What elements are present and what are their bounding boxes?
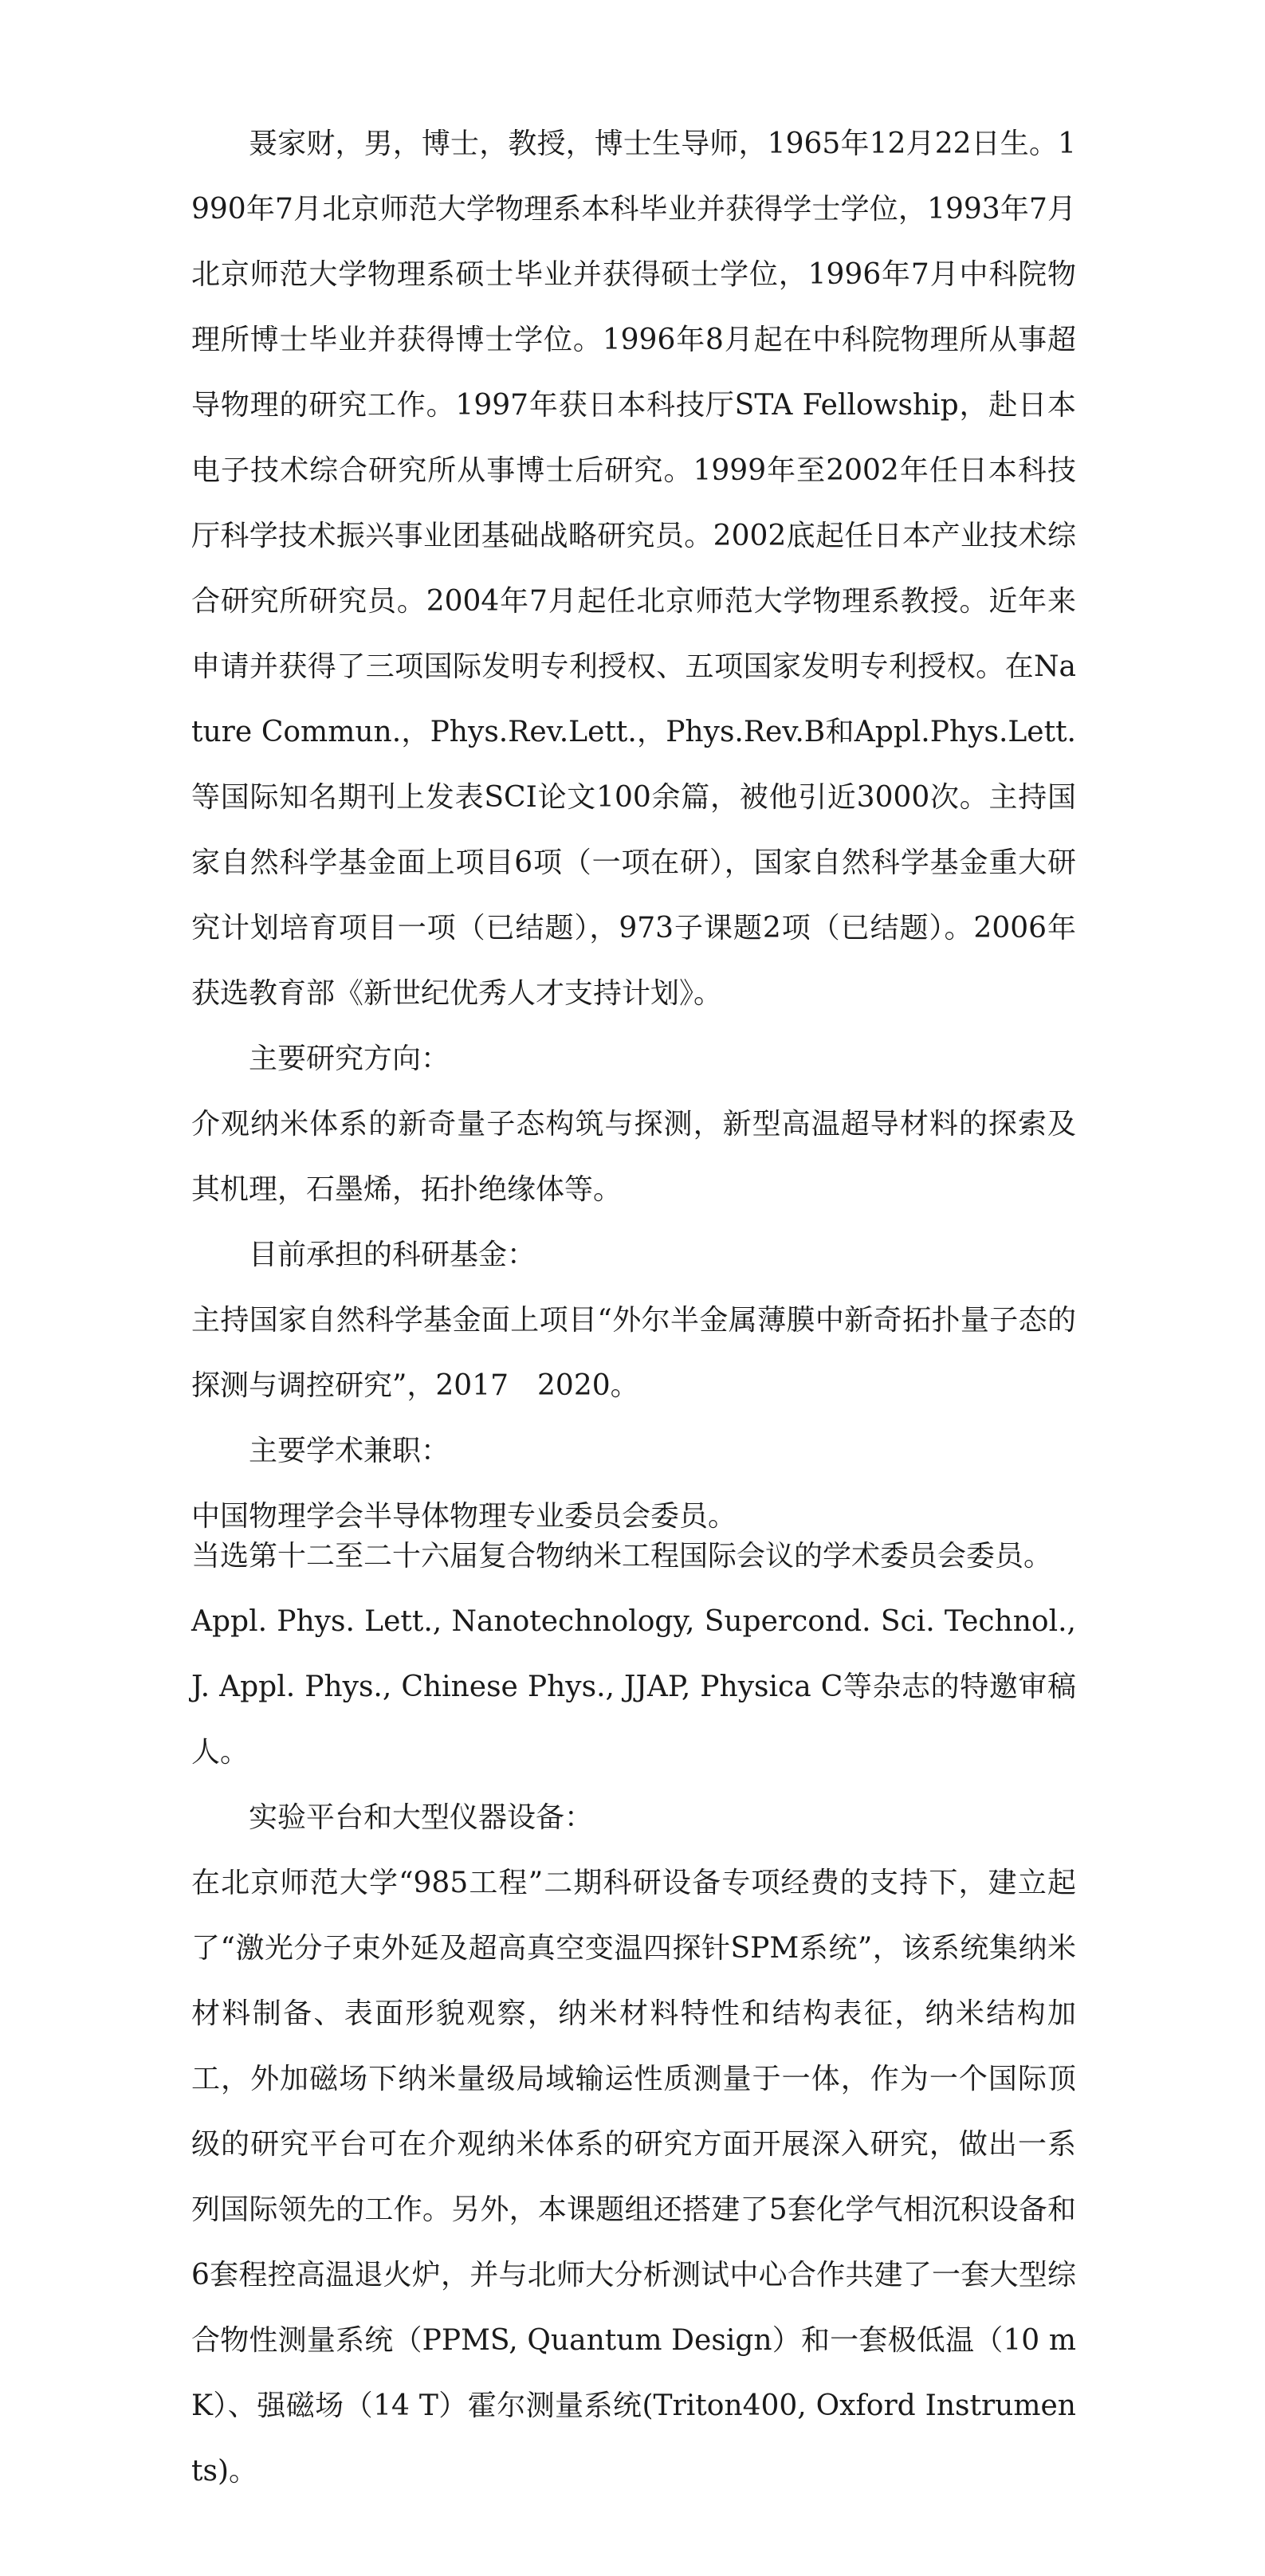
document-body — [191, 112, 1076, 2504]
facilities-text: 在北京师范大学“985工程”二期科研设备专项经费的支持下，建立起了“激光分子束外延及超高真空变温四探针SPM系统”，该系统集纳米材料制备、表面形貌观察，纳米材料特性和结构表征，纳米结构加工，外加磁场下纳米量级局域输运性质测量于一体，作为一个国际顶级的研究平台可在介观纳米体系的研究方面开展深入研究，做出一系列国际领先的工作。另外，本课题组还搭建了5套化学气相沉积设备和6套程控高温退火炉，并与北师大分析测试中心合作共建了一套大型综合物性测量系统（PPMS, Quantum Design）和一套极低温（10 mK）、强磁场（14 T）霍尔测量系统(Triton400, Oxford Instruments)。 — [191, 1867, 1076, 2488]
positions-heading: 主要学术兼职： — [249, 1435, 450, 1467]
research-text: 介观纳米体系的新奇量子态构筑与探测，新型高温超导材料的探索及其机理，石墨烯，拓扑绝缘体等。 — [191, 1108, 1076, 1206]
funding-text: 主持国家自然科学基金面上项目“外尔半金属薄膜中新奇拓扑量子态的探测与调控研究”，2017 2020。 — [191, 1304, 1076, 1402]
research-heading: 主要研究方向： — [249, 1043, 450, 1075]
reviewer-text: Appl. Phys. Lett., Nanotechnology, Supercond. Sci. Technol., J. Appl. Phys., Chinese Phys., JJAP, Physica C等杂志的特邀审稿人。 — [191, 1605, 1076, 1769]
positions-line-1: 中国物理学会半导体物理专业委员会委员。 — [191, 1500, 737, 1533]
facilities-heading: 实验平台和大型仪器设备： — [249, 1801, 594, 1834]
funding-heading: 目前承担的科研基金： — [249, 1239, 536, 1271]
positions-line-2: 当选第十二至二十六届复合物纳米工程国际会议的学术委员会委员。 — [191, 1540, 1053, 1573]
biography-paragraph: 聂家财，男，博士，教授，博士生导师，1965年12月22日生。1990年7月北京师范大学物理系本科毕业并获得学士学位，1993年7月北京师范大学物理系硕士毕业并获得硕士学位，1996年7月中科院物理所博士毕业并获得博士学位。1996年8月起在中科院物理所从事超导物理的研究工作。1997年获日本科技厅STA Fellowship，赴日本电子技术综合研究所从事博士后研究。1999年至2002年任日本科技厅科学技术振兴事业团基础战略研究员。2002底起任日本产业技术综合研究所研究员。2004年7月起任北京师范大学物理系教授。近年来申请并获得了三项国际发明专利授权、五项国家发明专利授权。在Nature Commun.，Phys.Rev.Lett.，Phys.Rev.B和Appl.Phys.Lett.等国际知名期刊上发表SCI论文100余篇，被他引近3000次。主持国家自然科学基金面上项目6项（一项在研），国家自然科学基金重大研究计划培育项目一项（已结题），973子课题2项（已结题）。2006年获选教育部《新世纪优秀人才支持计划》。 — [191, 128, 1076, 1010]
